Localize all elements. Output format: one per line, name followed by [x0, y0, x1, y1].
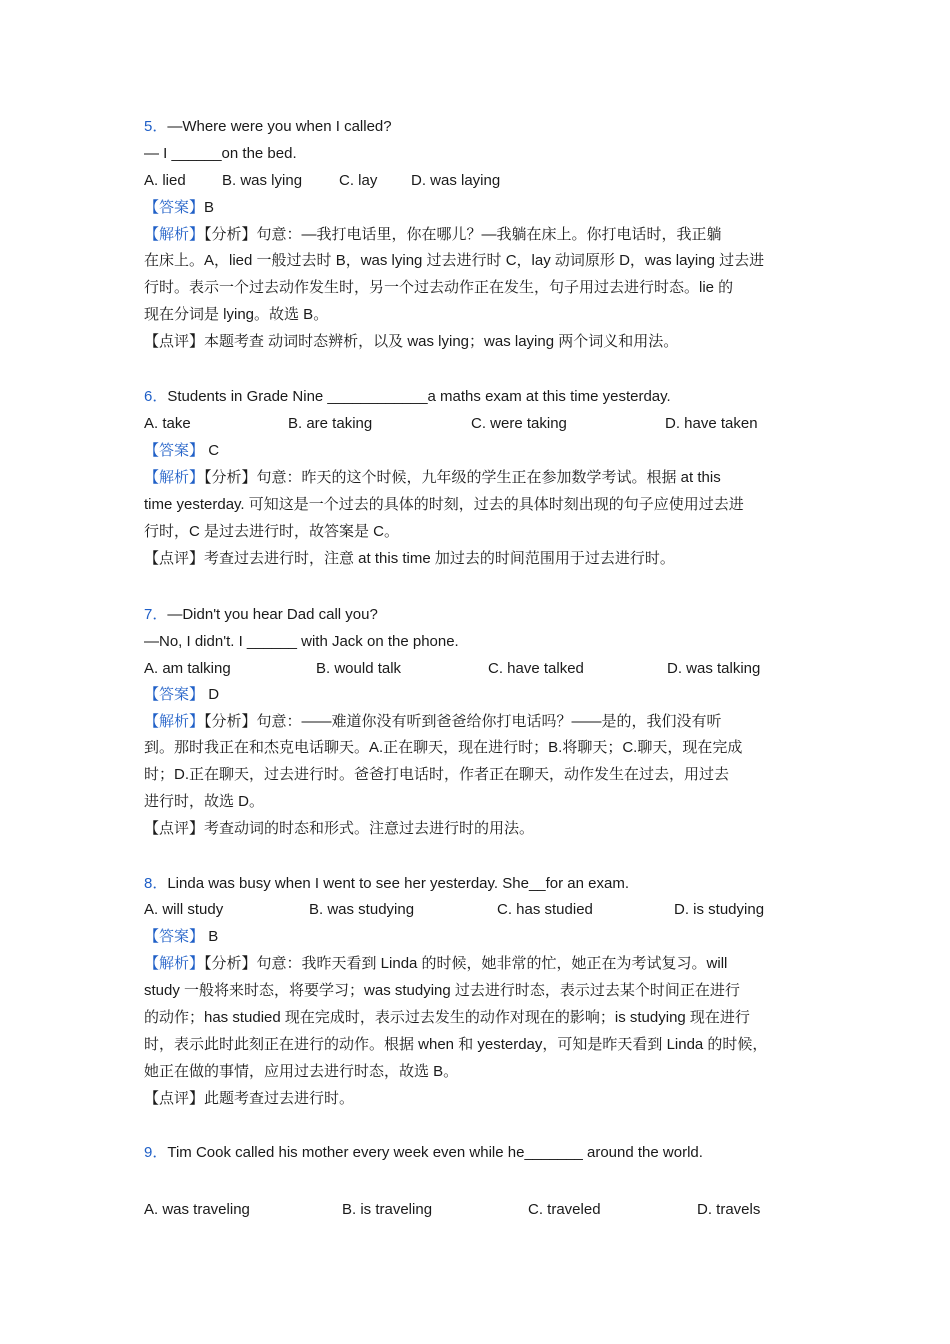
- question-8-analysis-line-5: 她正在做的事情，应用过去进行时态，故选 B。: [144, 1063, 459, 1080]
- question-5-stem: [144, 113, 824, 140]
- answer-value: D: [208, 686, 220, 703]
- question-number: 7．: [144, 606, 168, 623]
- question-6-analysis-line-2: time yesterday. 可知这是一个过去的具体的时刻，过去的具体时刻出现的句子应使用过去进: [144, 496, 744, 513]
- question-5-options: [144, 167, 824, 194]
- question-number: 8．: [144, 875, 168, 892]
- option-d: D. was talking: [667, 660, 761, 677]
- question-7-options: [144, 655, 824, 682]
- option-d: D. is studying: [674, 901, 765, 918]
- question-6-answer: [144, 437, 824, 464]
- question-5-analysis-line-3: 行时。表示一个过去动作发生时，另一个过去动作正在发生，句子用过去进行时态。lie 的: [144, 279, 734, 296]
- option-b: B. are taking: [288, 415, 373, 432]
- question-7-stem-line-2: —No, I didn't. I ______ with Jack on the phone.: [144, 633, 459, 650]
- option-b: B. was lying: [222, 172, 303, 189]
- question-5-comment: 【点评】本题考查 动词时态辨析，以及 was lying；was laying 两个词义和用法。: [144, 333, 679, 350]
- answer-tag: 【答案】: [144, 928, 205, 945]
- option-b: B. would talk: [316, 660, 402, 677]
- question-8-comment: 【点评】此题考查过去进行时。: [144, 1090, 355, 1107]
- question-7-analysis-line-1: [144, 708, 824, 735]
- question-5-stem-line-2: — I ______on the bed.: [144, 145, 297, 162]
- option-b: B. is traveling: [342, 1201, 433, 1218]
- question-6-analysis-line-1: [144, 464, 824, 491]
- question-text: —Where were you when I called?: [167, 118, 392, 135]
- analysis-text: 【分析】句意：—我打电话里，你在哪儿？—我躺在床上。你打电话时，我正躺: [204, 226, 722, 243]
- question-6-options: [144, 410, 824, 437]
- question-7-analysis-line-2: 到。那时我正在和杰克电话聊天。A.正在聊天，现在进行时；B.将聊天；C.聊天，现在完成: [144, 739, 743, 756]
- option-a: A. lied: [144, 172, 186, 189]
- question-text: Linda was busy when I went to see her yesterday. She__for an exam.: [167, 875, 629, 892]
- question-6-comment: 【点评】考查过去进行时，注意 at this time 加过去的时间范围用于过去进行时。: [144, 550, 675, 567]
- question-8-analysis-line-4: 时，表示此时此刻正在进行的动作。根据 when 和 yesterday，可知是昨天看到 Linda 的时候，: [144, 1036, 768, 1053]
- analysis-tag: 【解析】: [144, 713, 205, 730]
- analysis-tag: 【解析】: [144, 469, 205, 486]
- question-6-analysis-line-3: 行时，C 是过去进行时，故答案是 C。: [144, 523, 400, 540]
- analysis-text: 【分析】句意：昨天的这个时候，九年级的学生正在参加数学考试。根据 at this: [204, 469, 721, 486]
- option-d: D. have taken: [665, 415, 758, 432]
- option-a: A. was traveling: [144, 1201, 250, 1218]
- option-c: C. lay: [339, 172, 378, 189]
- answer-tag: 【答案】: [144, 199, 205, 216]
- answer-value: C: [208, 442, 220, 459]
- question-7-analysis-line-3: 时；D.正在聊天，过去进行时。爸爸打电话时，作者正在聊天，动作发生在过去，用过去: [144, 766, 730, 783]
- question-8-analysis-line-3: 的动作；has studied 现在完成时，表示过去发生的动作对现在的影响；is studying 现在进行: [144, 1009, 750, 1026]
- option-c: C. have talked: [488, 660, 584, 677]
- analysis-tag: 【解析】: [144, 955, 205, 972]
- question-8-analysis-line-1: [144, 950, 824, 977]
- answer-tag: 【答案】: [144, 686, 205, 703]
- question-text: Tim Cook called his mother every week even while he_______ around the world.: [167, 1144, 703, 1161]
- question-5-analysis-line-4: 现在分词是 lying。故选 B。: [144, 306, 329, 323]
- question-7-stem: [144, 601, 824, 628]
- answer-value: B: [204, 199, 215, 216]
- question-9-options: [144, 1196, 824, 1223]
- question-5-analysis-line-2: 在床上。A，lied 一般过去时 B，was lying 过去进行时 C，lay 动词原形 D，was laying 过去进: [144, 252, 765, 269]
- question-5-analysis-line-1: [144, 221, 824, 248]
- option-c: C. traveled: [528, 1201, 601, 1218]
- question-8-stem: [144, 870, 824, 897]
- analysis-tag: 【解析】: [144, 226, 205, 243]
- answer-tag: 【答案】: [144, 442, 205, 459]
- question-7-answer: [144, 681, 824, 708]
- question-text: Students in Grade Nine ____________a maths exam at this time yesterday.: [167, 388, 671, 405]
- question-text: —Didn't you hear Dad call you?: [167, 606, 378, 623]
- question-number: 6．: [144, 388, 168, 405]
- question-number: 5．: [144, 118, 168, 135]
- question-7-analysis-line-4: 进行时，故选 D。: [144, 793, 265, 810]
- question-number: 9．: [144, 1144, 168, 1161]
- question-8-options: [144, 896, 824, 923]
- option-a: A. take: [144, 415, 191, 432]
- question-8-analysis-line-2: study 一般将来时态，将要学习；was studying 过去进行时态，表示过去某个时间正在进行: [144, 982, 740, 999]
- question-9-stem: [144, 1139, 824, 1166]
- option-a: A. will study: [144, 901, 224, 918]
- option-d: D. travels: [697, 1201, 761, 1218]
- answer-value: B: [208, 928, 219, 945]
- question-6-stem: [144, 383, 824, 410]
- option-c: C. were taking: [471, 415, 567, 432]
- option-c: C. has studied: [497, 901, 593, 918]
- question-8-answer: [144, 923, 824, 950]
- question-7-comment: 【点评】考查动词的时态和形式。注意过去进行时的用法。: [144, 820, 535, 837]
- analysis-text: 【分析】句意：——难道你没有听到爸爸给你打电话吗？——是的，我们没有听: [204, 713, 722, 730]
- option-a: A. am talking: [144, 660, 231, 677]
- option-d: D. was laying: [411, 172, 501, 189]
- analysis-text: 【分析】句意：我昨天看到 Linda 的时候，她非常的忙，她正在为考试复习。will: [204, 955, 728, 972]
- option-b: B. was studying: [309, 901, 415, 918]
- question-5-answer: [144, 194, 824, 221]
